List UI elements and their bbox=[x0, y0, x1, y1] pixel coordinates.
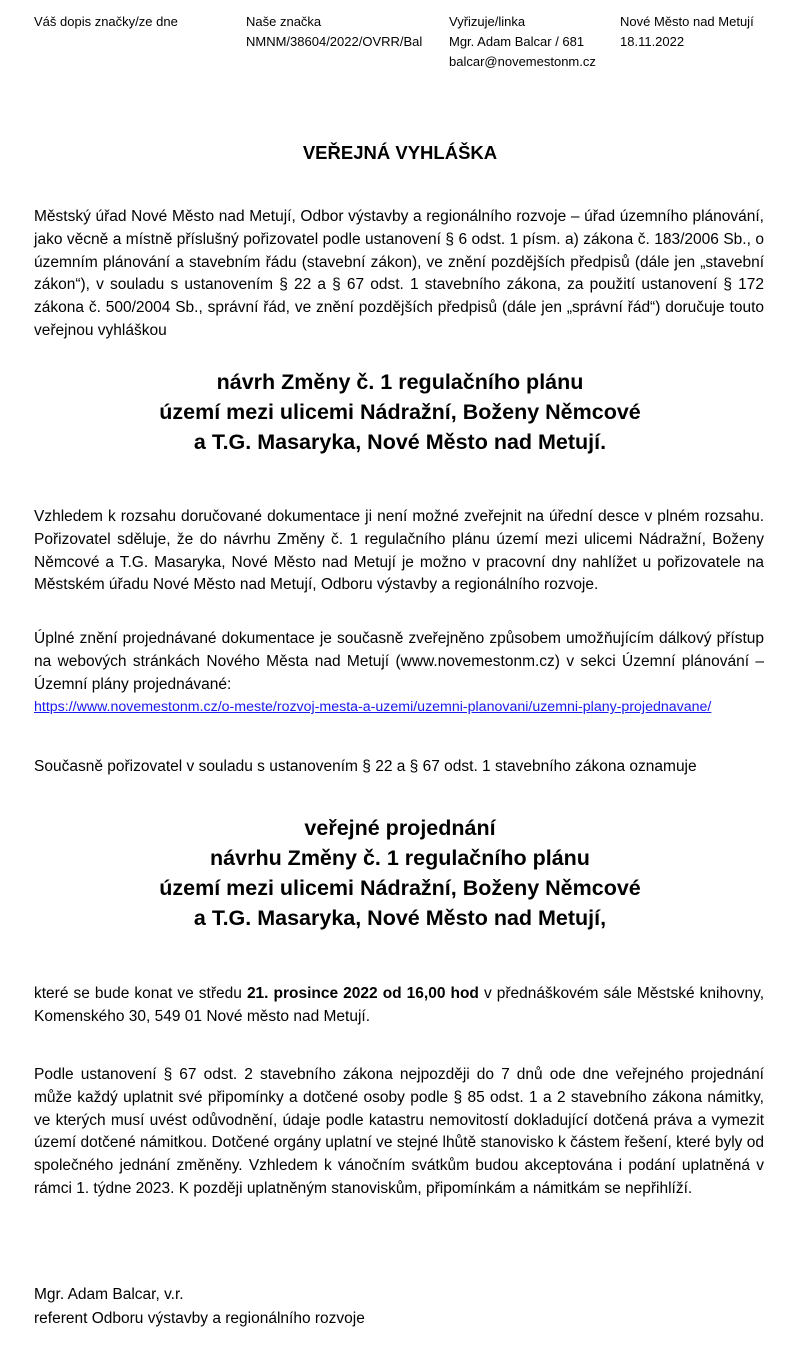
meeting-text-pre: které se bude konat ve středu bbox=[34, 985, 247, 1002]
online-access-paragraph bbox=[34, 628, 764, 719]
header-place-date bbox=[620, 12, 754, 52]
subject-heading-2 bbox=[0, 813, 800, 933]
meeting-text-post: v přednáškovém sále Městské knihovny, Komenského 30, 549 01 Nové město nad Metují. bbox=[34, 985, 764, 1025]
availability-paragraph: Vzhledem k rozsahu doručované dokumentace ji není možné zveřejnit na úřední desce v plném rozsahu. Pořizovatel sděluje, že do návrhu Změny č. 1 regulačního plánu území mezi ulicemi Nádražní, Boženy Němcové a T.G. Masaryka, Nové Město nad Metují je možno v pracovní dny nahlížet u pořizovatele na Městském úřadu Nové Město nad Metují, Odboru výstavby a regionálního rozvoje. bbox=[34, 508, 764, 594]
header-contact-email: balcar@novemestonm.cz bbox=[449, 54, 596, 69]
subject-1-line-1: návrh Změny č. 1 regulačního plánu bbox=[216, 370, 584, 394]
signature-block bbox=[34, 1283, 365, 1331]
header-date: 18.11.2022 bbox=[620, 34, 685, 49]
signature-name: Mgr. Adam Balcar, v.r. bbox=[34, 1286, 184, 1303]
letter-header bbox=[34, 12, 784, 72]
header-our-ref-value: NMNM/38604/2022/OVRR/Bal bbox=[246, 34, 423, 49]
subject-1-line-2: území mezi ulicemi Nádražní, Boženy Němcové bbox=[159, 400, 641, 424]
documentation-link[interactable]: https://www.novemestonm.cz/o-meste/rozvoj-mesta-a-uzemi/uzemni-planovani/uzemni-plany-projednavane/ bbox=[34, 699, 712, 716]
header-our-ref bbox=[246, 12, 422, 52]
subject-2-line-1: veřejné projednání bbox=[304, 816, 496, 840]
meeting-date-time: 21. prosince 2022 od 16,00 hod bbox=[246, 985, 479, 1002]
objections-paragraph: Podle ustanovení § 67 odst. 2 stavebního zákona nejpozději do 7 dnů ode dne veřejného projednání může každý uplatnit své připomínky a dotčené osoby podle § 85 odst. 1 a 2 stavebního zákona námitky, ve kterých musí uvést odůvodnění, údaje podle katastru nemovitostí dokladující dotčená práva a vymezit území dotčené námitkou. Dotčené orgány uplatní ve stejné lhůtě stanovisko k částem řešení, které byly od společného jednání změněny. Vzhledem k vánočním svátkům budou akceptována i podání uplatněná v rámci 1. týdne 2023. K později uplatněným stanoviskům, připomínkám a námitkám se nepřihlíží. bbox=[34, 1066, 764, 1197]
subject-1-line-3: a T.G. Masaryka, Nové Město nad Metují. bbox=[193, 430, 607, 454]
header-your-ref bbox=[34, 12, 178, 32]
subject-2-line-2: návrhu Změny č. 1 regulačního plánu bbox=[210, 846, 590, 870]
subject-2-line-4: a T.G. Masaryka, Nové Město nad Metují, bbox=[193, 906, 607, 930]
announcement-paragraph: Současně pořizovatel v souladu s ustanovením § 22 a § 67 odst. 1 stavebního zákona oznamuje bbox=[34, 758, 697, 775]
header-contact-label: Vyřizuje/linka bbox=[449, 14, 526, 29]
subject-2-line-3: území mezi ulicemi Nádražní, Boženy Němcové bbox=[159, 876, 641, 900]
subject-heading-1 bbox=[0, 367, 800, 457]
signature-role: referent Odboru výstavby a regionálního rozvoje bbox=[34, 1310, 365, 1327]
header-your-ref-label: Váš dopis značky/ze dne bbox=[34, 14, 178, 29]
document-title: VEŘEJNÁ VYHLÁŠKA bbox=[302, 142, 498, 163]
meeting-paragraph bbox=[34, 983, 764, 1029]
header-contact-value: Mgr. Adam Balcar / 681 bbox=[449, 34, 585, 49]
intro-paragraph: Městský úřad Nové Město nad Metují, Odbor výstavby a regionálního rozvoje – úřad územního plánování, jako věcně a místně příslušný pořizovatel podle ustanovení § 6 odst. 1 písm. a) zákona č. 183/2006 Sb., o územním plánování a stavebním řádu (stavební zákon), ve znění pozdějších předpisů (dále jen „stavební zákon“), v souladu s ustanovením § 22 a § 67 odst. 1 stavebního zákona, za použití ustanovení § 172 zákona č. 500/2004 Sb., správní řád, ve znění pozdějších předpisů (dále jen „správní řád“) doručuje touto veřejnou vyhláškou bbox=[34, 208, 764, 339]
header-contact bbox=[449, 12, 596, 72]
header-place: Nové Město nad Metují bbox=[620, 14, 754, 29]
header-our-ref-label: Naše značka bbox=[246, 14, 322, 29]
online-access-text: Úplné znění projednávané dokumentace je současně zveřejněno způsobem umožňujícím dálkový přístup na webových stránkách Nového Města nad Metují (www.novemestonm.cz) v sekci Územní plánování – Územní plány projednávané: bbox=[34, 630, 764, 693]
